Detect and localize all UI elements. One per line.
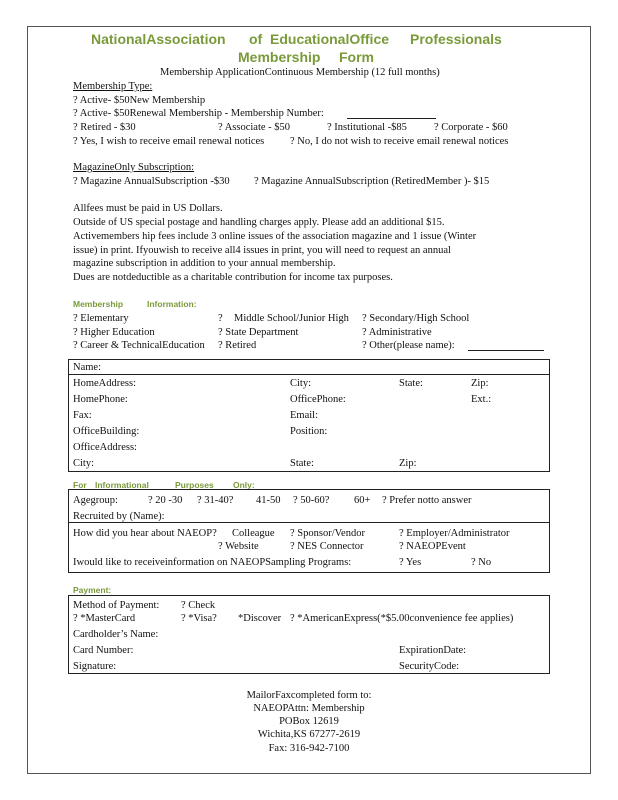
age-50-60-option[interactable]: ? 50-60? (293, 495, 330, 506)
signature-field[interactable]: Signature: (73, 661, 117, 672)
payment-method-label: Method of Payment: (73, 600, 160, 611)
informational-heading-b: Informational (95, 480, 149, 490)
age-group-label: Agegroup: (73, 495, 118, 506)
title-word-national-association: NationalAssociation (91, 31, 226, 47)
sampling-no-option[interactable]: ? No (471, 557, 492, 568)
office-zip-field[interactable]: Zip: (399, 458, 417, 469)
elementary-option[interactable]: ? Elementary (73, 313, 129, 324)
payment-heading: Payment: (73, 585, 112, 595)
home-phone-field[interactable]: HomePhone: (73, 394, 128, 405)
informational-heading-d: Only: (233, 480, 255, 490)
membership-number-line[interactable] (347, 118, 436, 119)
membership-info-heading-a: Membership (73, 299, 124, 309)
title-word-form: Form (339, 49, 374, 65)
age-prefer-not-option[interactable]: ? Prefer notto answer (382, 495, 472, 506)
email-field[interactable]: Email: (290, 410, 318, 421)
mail-line-2: NAEOPAttn: Membership (253, 703, 365, 714)
colleague-option[interactable]: Colleague (232, 528, 275, 539)
office-city-field[interactable]: City: (73, 458, 95, 469)
check-option[interactable]: ? Check (181, 600, 216, 611)
corporate-option[interactable]: ? Corporate - $60 (434, 122, 508, 133)
form-subtitle: Membership ApplicationContinuous Membership (12 full months) (160, 67, 440, 78)
institutional-option[interactable]: ? Institutional -$85 (327, 122, 407, 133)
home-city-field[interactable]: City: (290, 378, 312, 389)
secondary-option[interactable]: ? Secondary/High School (362, 313, 470, 324)
security-code-field[interactable]: SecurityCode: (399, 661, 460, 672)
note-active-fees-1: Activemembers hip fees include 3 online issues of the association magazine and 1 issue (Winter (73, 231, 477, 242)
card-number-field[interactable]: Card Number: (73, 645, 134, 656)
age-60-plus-option[interactable]: 60+ (354, 495, 371, 506)
title-word-professionals: Professionals (410, 31, 502, 47)
associate-option[interactable]: ? Associate - $50 (218, 122, 291, 133)
hear-about-label: How did you hear about NAEOP? (73, 528, 217, 539)
naeop-event-option[interactable]: ? NAEOPEvent (399, 541, 466, 552)
visa-option[interactable]: ? *Visa? (181, 613, 217, 624)
fax-field[interactable]: Fax: (73, 410, 92, 421)
middle-school-label: Middle School/Junior High (234, 313, 349, 324)
home-address-field[interactable]: HomeAddress: (73, 378, 136, 389)
mail-line-1: MailorFaxcompleted form to: (246, 690, 372, 701)
position-field[interactable]: Position: (290, 426, 328, 437)
magazine-annual-option[interactable]: ? Magazine AnnualSubscription -$30 (73, 176, 230, 187)
administrative-option[interactable]: ? Administrative (362, 327, 432, 338)
informational-heading-c: Purposes (175, 480, 214, 490)
mail-line-3: POBox 12619 (279, 716, 339, 727)
middle-school-checkbox[interactable]: ? (218, 313, 223, 324)
discover-option[interactable]: *Discover (238, 613, 282, 624)
employer-admin-option[interactable]: ? Employer/Administrator (399, 528, 510, 539)
mail-line-5: Fax: 316-942-7100 (268, 743, 350, 754)
note-dues-deductible: Dues are notdeductible as a charitable contribution for income tax purposes. (73, 272, 393, 283)
mastercard-option[interactable]: ? *MasterCard (73, 613, 136, 624)
note-active-fees-3: magazine subscription in addition to your annual membership. (73, 258, 336, 269)
magazine-heading: MagazineOnly Subscription: (73, 162, 195, 173)
age-31-40-option[interactable]: ? 31-40? (197, 495, 234, 506)
title-word-educational-office: EducationalOffice (270, 31, 390, 47)
renewal-notice-yes[interactable]: ? Yes, I wish to receive email renewal notices (73, 136, 265, 147)
title-word-membership: Membership (238, 49, 321, 65)
renewal-notice-no[interactable]: ? No, I do not wish to receive email renewal notices (290, 136, 509, 147)
home-zip-field[interactable]: Zip: (471, 378, 489, 389)
note-fees-usd: Allfees must be paid in US Dollars. (73, 203, 223, 214)
home-state-field[interactable]: State: (399, 378, 423, 389)
expiration-date-field[interactable]: ExpirationDate: (399, 645, 467, 656)
office-building-field[interactable]: OfficeBuilding: (73, 426, 140, 437)
higher-education-option[interactable]: ? Higher Education (73, 327, 155, 338)
active-new-option[interactable]: ? Active- $50New Membership (73, 95, 206, 106)
note-active-fees-2: issue) in print. Ifyouwish to receive all4 issues in print, you will need to request an annual (73, 245, 451, 256)
mail-line-4: Wichita,KS 67277-2619 (257, 729, 361, 740)
nes-connector-option[interactable]: ? NES Connector (290, 541, 364, 552)
recruited-by-field[interactable]: Recruited by (Name): (73, 511, 165, 522)
title-word-of: of (249, 31, 263, 47)
age-41-50-option[interactable]: 41-50 (256, 495, 281, 506)
membership-info-heading-b: Information: (147, 299, 197, 309)
state-department-option[interactable]: ? State Department (218, 327, 299, 338)
informational-heading-a: For (73, 480, 87, 490)
age-20-30-option[interactable]: ? 20 -30 (148, 495, 183, 506)
name-field[interactable]: Name: (73, 362, 101, 373)
office-address-field[interactable]: OfficeAddress: (73, 442, 137, 453)
other-option[interactable]: ? Other(please name): (362, 340, 455, 351)
note-outside-us: Outside of US special postage and handling charges apply. Please add an additional $15. (73, 217, 445, 228)
ext-field[interactable]: Ext.: (471, 394, 492, 405)
sampling-yes-option[interactable]: ? Yes (399, 557, 422, 568)
contact-row-divider (68, 374, 550, 375)
website-option[interactable]: ? Website (218, 541, 259, 552)
retired-option[interactable]: ? Retired - $30 (73, 122, 136, 133)
cardholder-name-field[interactable]: Cardholder’s Name: (73, 629, 159, 640)
other-name-line[interactable] (468, 350, 544, 351)
magazine-retired-option[interactable]: ? Magazine AnnualSubscription (RetiredMember )- $15 (254, 176, 490, 187)
sponsor-vendor-option[interactable]: ? Sponsor/Vendor (290, 528, 365, 539)
office-state-field[interactable]: State: (290, 458, 314, 469)
amex-option[interactable]: ? *AmericanExpress(*$5.00convenience fee applies) (290, 613, 514, 624)
office-phone-field[interactable]: OfficePhone: (290, 394, 346, 405)
career-technical-option[interactable]: ? Career & TechnicalEducation (73, 340, 205, 351)
sampling-programs-label: Iwould like to receiveinformation on NAEOPSampling Programs: (73, 557, 352, 568)
active-renewal-option[interactable]: ? Active- $50Renewal Membership - Membership Number: (73, 108, 324, 119)
retired-info-option[interactable]: ? Retired (218, 340, 257, 351)
membership-type-heading: Membership Type: (73, 81, 153, 92)
